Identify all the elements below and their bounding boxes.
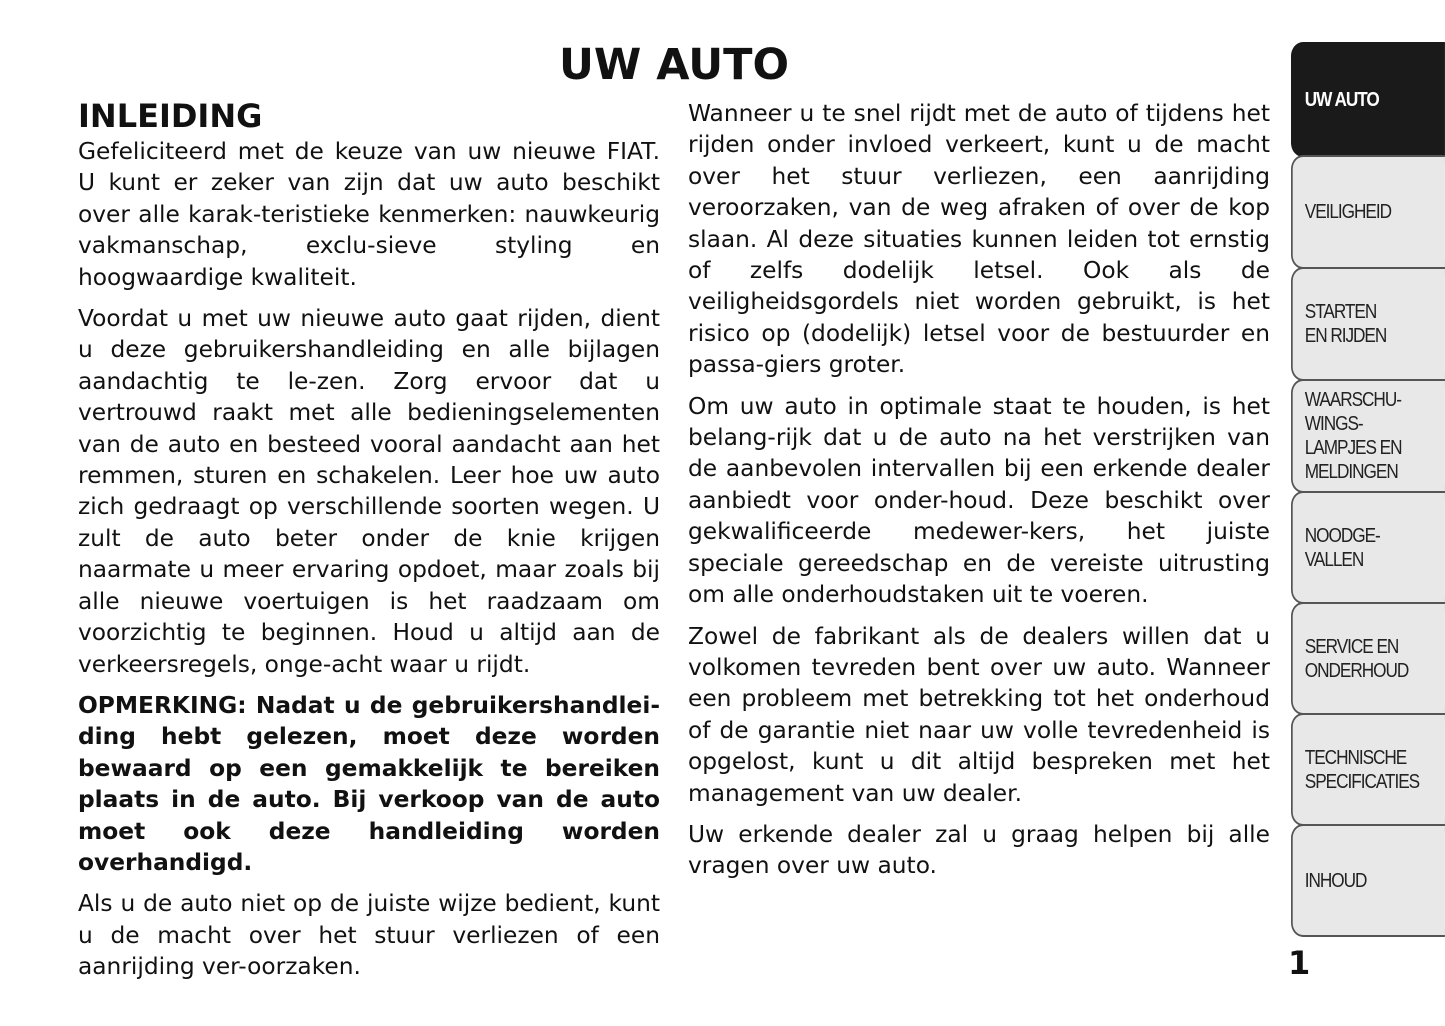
paragraph: Om uw auto in optimale staat te houden, is het belang-rijk dat u de auto na het verstrijken van de aanbevolen intervallen bij een erkende dealer aanbiedt voor onder-houd. Deze beschikt over gekwalificeerde medewer-kers, het juiste speciale gereedschap en de vereiste uitrusting om alle onderhoudstaken uit te voeren. [688,392,1270,609]
paragraph: Gefeliciteerd met de keuze van uw nieuwe FIAT. U kunt er zeker van zijn dat uw auto beschikt over alle karak-teristieke kenmerken: nauwkeurig vakmanschap, exclu-sieve styling en hoogwaardige kwaliteit. [78,138,660,291]
paragraph: Uw erkende dealer zal u graag helpen bij alle vragen over uw auto. [688,820,1270,880]
right-column [688,98,1270,892]
tab-noodgevallen[interactable] [1291,491,1445,604]
tab-starten-en-rijden[interactable] [1291,267,1445,381]
tab-label: UW AUTO [1304,88,1379,111]
tab-inhoud[interactable] [1291,824,1445,937]
page-number: 1 [1288,944,1311,982]
page-title: UW AUTO [558,40,790,90]
tab-veiligheid[interactable] [1291,155,1445,269]
tab-label: NOODGE- VALLEN [1304,524,1380,571]
paragraph: Zowel de fabrikant als de dealers willen dat u volkomen tevreden bent over uw auto. Wanneer een probleem met betrekking tot het onderhoud of de garantie niet naar uw volle tevredenheid is opgelost, kunt u dit altijd bespreken met het management van uw dealer. [688,622,1270,807]
chapter-tabs [1291,44,1445,937]
tab-label: TECHNISCHE SPECIFICATIES [1304,746,1420,793]
note-paragraph: OPMERKING: Nadat u de gebruikershandlei-ding hebt gelezen, moet deze worden bewaard op een gemakkelijk te bereiken plaats in de auto. Bij verkoop van de auto moet ook deze handleiding worden overhandigd. [78,691,660,876]
left-column [78,96,660,993]
section-heading: INLEIDING [78,97,263,135]
paragraph: Als u de auto niet op de juiste wijze bedient, kunt u de macht over het stuur verliezen of een aanrijding ver-oorzaken. [78,890,660,981]
tab-waarschuwingslampjes[interactable] [1291,379,1445,493]
tab-label: INHOUD [1304,869,1367,892]
tab-technische-specificaties[interactable] [1291,713,1445,826]
paragraph: Wanneer u te snel rijdt met de auto of tijdens het rijden onder invloed verkeert, kunt u de macht over het stuur verliezen, een aanrijding veroorzaken, van de weg afraken of over de kop slaan. Al deze situaties kunnen leiden tot ernstig of zelfs dodelijk letsel. Ook als de veiligheidsgordels niet worden gebruikt, is het risico op (dodelijk) letsel voor de bestuurder en passa-giers groter. [688,100,1270,379]
paragraph: Voordat u met uw nieuwe auto gaat rijden, dient u deze gebruikershandleiding en alle bijlagen aandachtig te le-zen. Zorg ervoor dat u vertrouwd raakt met alle bedieningselementen van de auto en besteed vooral aandacht aan het remmen, sturen en schakelen. Leer hoe uw auto zich gedraagt op verschillende soorten wegen. U zult de auto beter onder de knie krijgen naarmate u meer ervaring opdoet, maar zoals bij alle nieuwe voertuigen is het raadzaam om voorzichtig te beginnen. Houd u altijd aan de verkeersregels, onge-acht waar u rijdt. [78,305,660,678]
tab-service-en-onderhoud[interactable] [1291,602,1445,715]
tab-label: VEILIGHEID [1304,201,1391,223]
tab-label: SERVICE EN ONDERHOUD [1304,635,1409,682]
tab-label: STARTEN EN RIJDEN [1304,301,1387,347]
tab-label: WAARSCHU- WINGS- LAMPJES EN MELDINGEN [1304,389,1402,483]
tab-uw-auto[interactable] [1291,42,1445,157]
